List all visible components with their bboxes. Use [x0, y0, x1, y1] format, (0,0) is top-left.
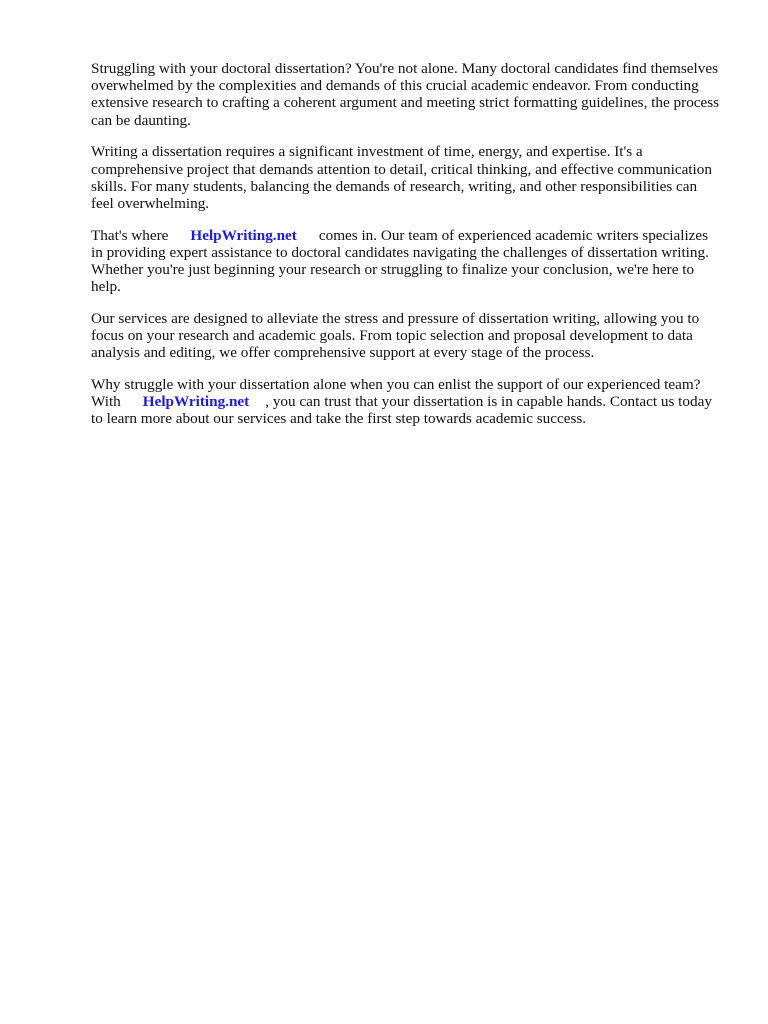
document-page	[91, 60, 721, 442]
helpwriting-link-1[interactable]: HelpWriting.net	[190, 226, 297, 244]
paragraph-helpwriting-intro-before: That's where	[91, 226, 169, 244]
paragraph-closing-after: , you can trust that your dissertation is in capable hands. Contact us today to learn more about our services and take the first step towards academic success.	[91, 393, 712, 428]
helpwriting-link-2[interactable]: HelpWriting.net	[142, 393, 250, 411]
paragraph-intro	[91, 60, 721, 129]
paragraph-services-text: Our services are designed to alleviate the stress and pressure of dissertation writing, allowing you to focus on your research and academic goals. From topic selection and proposal development to data analysis and editing, we offer comprehensive support at every stage of the process.	[91, 309, 700, 362]
paragraph-closing	[91, 376, 721, 428]
paragraph-helpwriting-intro	[91, 227, 721, 296]
paragraph-services	[91, 310, 721, 362]
paragraph-investment	[91, 143, 721, 212]
paragraph-closing-before: With	[91, 393, 121, 411]
paragraph-intro-text: Struggling with your doctoral dissertation? You're not alone. Many doctoral candidates find themselves overwhelmed by the complexities and demands of this crucial academic endeavor. From conducting extensive research to crafting a coherent argument and meeting strict formatting guidelines, the process can be daunting.	[91, 60, 720, 129]
paragraph-investment-text: Writing a dissertation requires a significant investment of time, energy, and expertise. It's a comprehensive project that demands attention to detail, critical thinking, and effective communication skills. For many students, balancing the demands of research, writing, and other responsibilities can feel overwhelming.	[91, 143, 712, 212]
paragraph-helpwriting-intro-after: comes in. Our team of experienced academic writers specializes in providing expert assistance to doctoral candidates navigating the challenges of dissertation writing. Whether you're just beginning your research or struggling to finalize your conclusion, we're here to help.	[91, 226, 709, 296]
paragraph-closing-line1: Why struggle with your dissertation alone when you can enlist the support of our experienced team?	[91, 376, 701, 394]
